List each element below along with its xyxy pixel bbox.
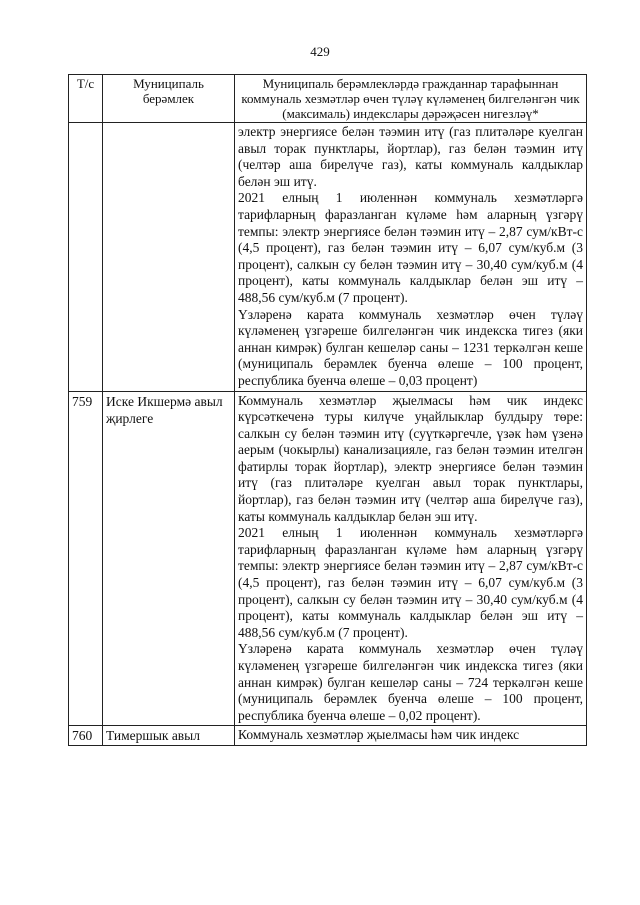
row-number	[69, 123, 103, 392]
paragraph: Үзләренә карата коммуналь хезмәтләр өчен түләү күләменең үзгәреше билгеләнгән чик индекска тигез (яки аннан кимрәк) булган кешеләр саны – 1231 теркәлгән кеше (муниципаль берәмлек буенча өлеше – 100 процент, республика буенча өлеше – 0,03 процент)	[238, 306, 583, 388]
row-number: 759	[69, 391, 103, 726]
paragraph: Коммуналь хезмәтләр җыелмасы һәм чик индекс күрсәткеченә туры килүче уңайлыклар булдыру төре: салкын су белән тәэмин итү (суүткәргечле, үзәк һәм үзенә аерым (чокырлы) канализацияле, газ белән тәэмин ителгән фатирлы торак йортлар), электр энергиясе белән тәэмин итү (газ плитәләре куелган авыл торак пунктлары, йортлар), газ белән тәэмин итү (челтәр аша бирелүче газ), каты коммуналь калдыклар белән эш итү.	[238, 392, 583, 524]
row-description	[235, 391, 587, 726]
row-municipality: Иске Икшермә авыл җирлеге	[103, 391, 235, 726]
header-description: Муниципаль берәмлекләрдә гражданнар тарафыннан коммуналь хезмәтләр өчен түләү күләменең билгеләнгән чик (максималь) индекслары дәрәҗәсен нигезләү*	[235, 75, 587, 123]
header-municipality: Муниципаль берәмлек	[103, 75, 235, 123]
paragraph: 2021 елның 1 июленнән коммуналь хезмәтләргә тарифларның фаразланган күләме һәм аларның үзгәрү темпы: электр энергиясе белән тәэмин итү – 2,87 сум/кВт-с (4,5 процент), газ белән тәэмин итү – 6,07 сум/куб.м (3 процент), салкын су белән тәэмин итү – 30,40 сум/куб.м (4 процент), каты коммуналь калдыклар белән эш итү – 488,56 сум/куб.м (7 процент).	[238, 190, 583, 305]
table-row	[69, 726, 587, 746]
table-row	[69, 391, 587, 726]
row-number: 760	[69, 726, 103, 746]
row-description	[235, 123, 587, 392]
row-municipality: Тимершык авыл	[103, 726, 235, 746]
paragraph: 2021 елның 1 июленнән коммуналь хезмәтләргә тарифларның фаразланган күләме һәм аларның үзгәрү темпы: электр энергиясе белән тәэмин итү – 2,87 сум/кВт-с (4,5 процент), газ белән тәэмин итү – 6,07 сум/куб.м (3 процент), салкын су белән тәэмин итү – 30,40 сум/куб.м (4 процент), каты коммуналь калдыклар белән эш итү – 488,56 сум/куб.м (7 процент).	[238, 525, 583, 640]
table-row	[69, 123, 587, 392]
paragraph: Үзләренә карата коммуналь хезмәтләр өчен түләү күләменең үзгәреше билгеләнгән чик индекска тигез (яки аннан кимрәк) булган кешеләр саны – 724 теркәлгән кеше (муниципаль берәмлек буенча өлеше – 100 процент, республика буенча өлеше – 0,02 процент).	[238, 641, 583, 723]
municipal-index-table	[68, 74, 587, 746]
paragraph: Коммуналь хезмәтләр җыелмасы һәм чик индекс	[238, 727, 520, 743]
table-header-row	[69, 75, 587, 123]
row-description	[235, 726, 587, 746]
page-number: 429	[310, 44, 330, 59]
row-municipality	[103, 123, 235, 392]
header-number: Т/с	[69, 75, 103, 123]
paragraph: электр энергиясе белән тәэмин итү (газ плитәләре куелган авыл торак пунктлары, йортлар), газ белән тәэмин итү (челтәр аша бирелүче газ), каты коммуналь калдыклар белән эш итү.	[238, 124, 583, 189]
